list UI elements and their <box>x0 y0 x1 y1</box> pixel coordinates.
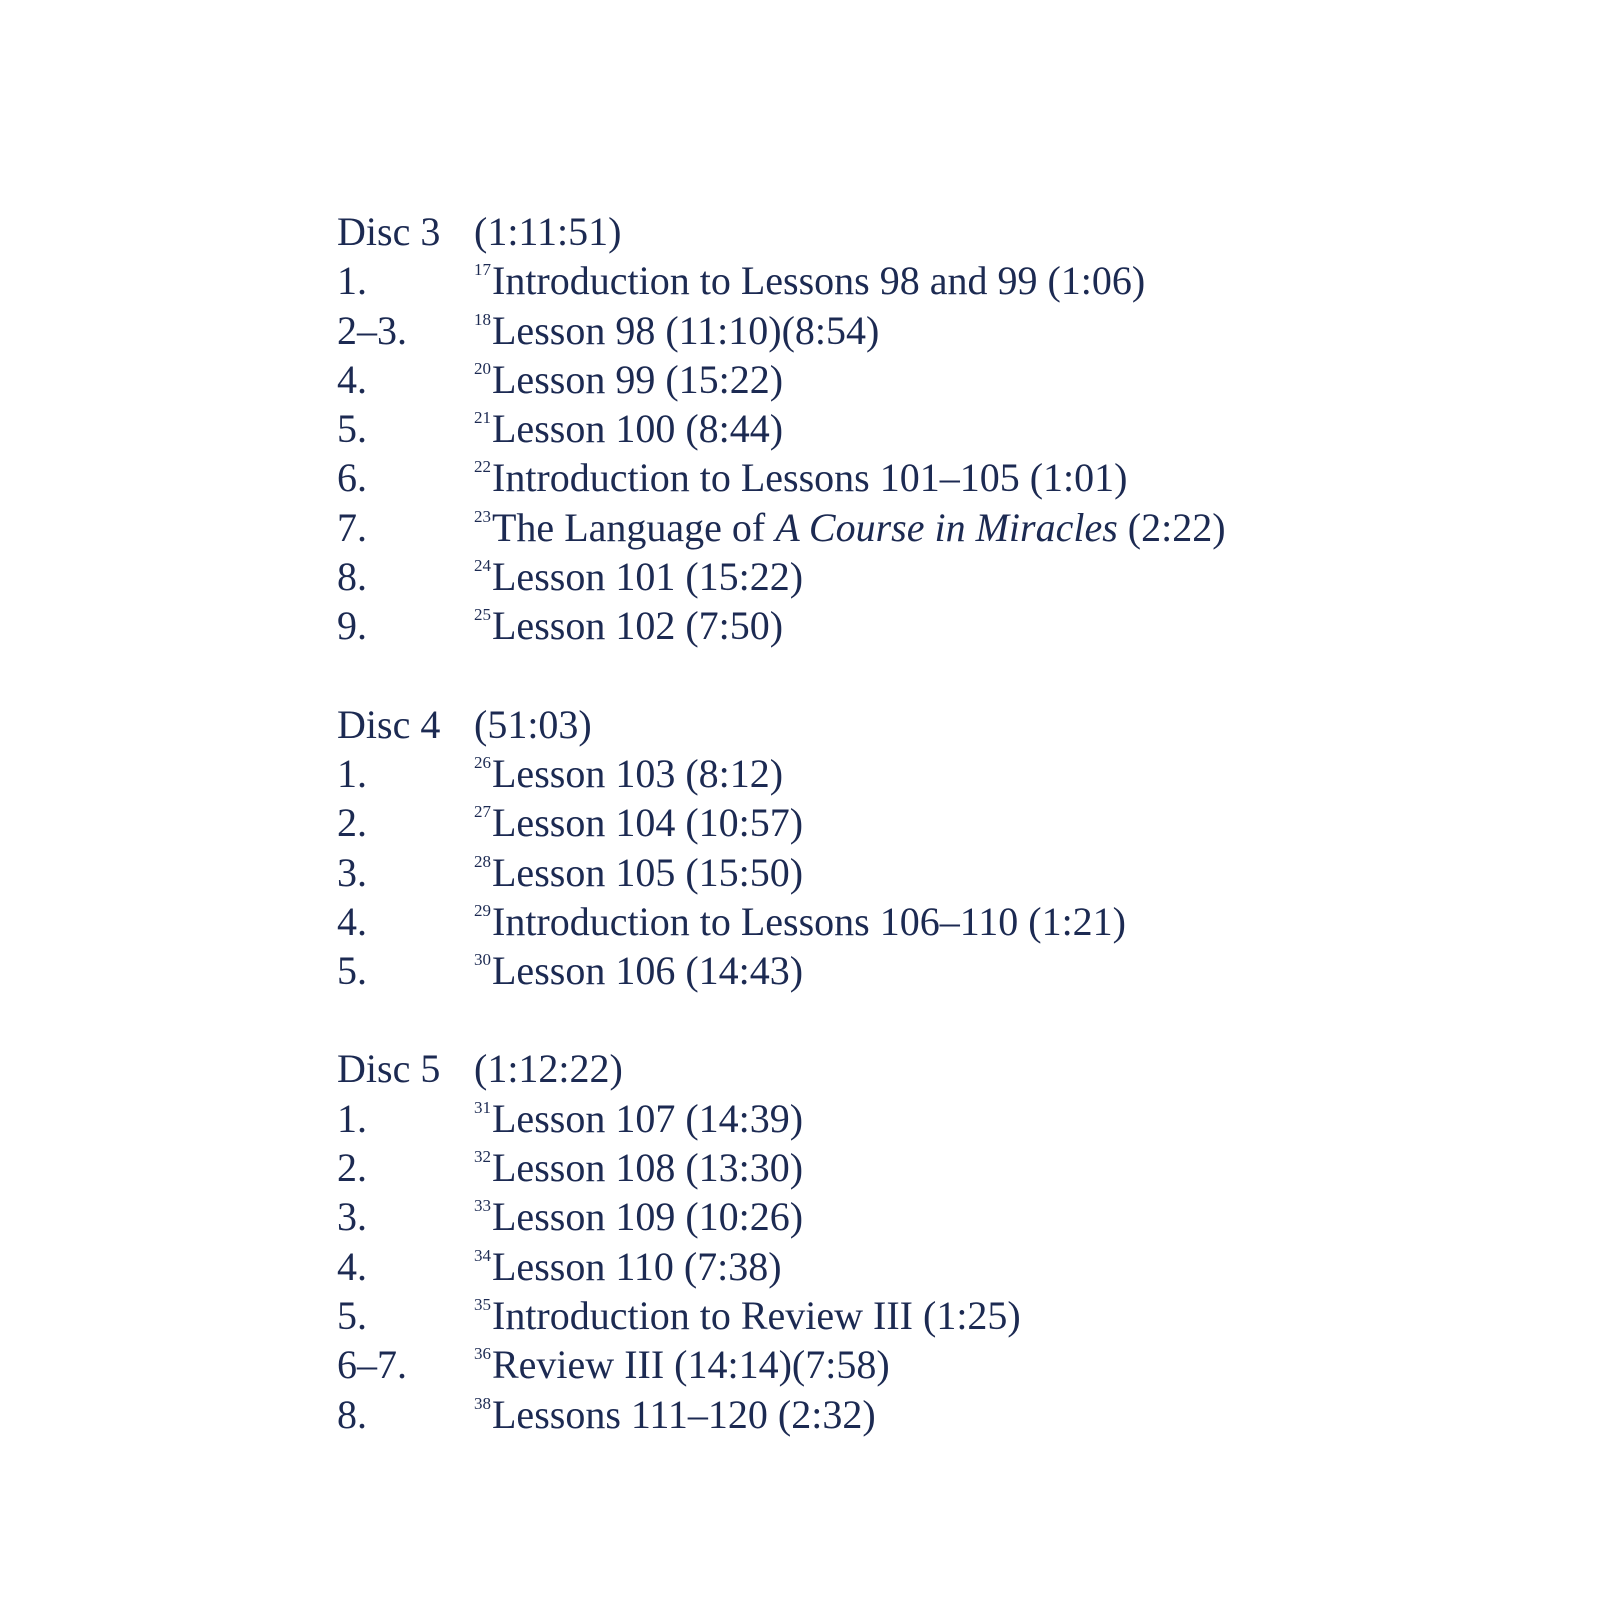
track-title: Lesson 99 (15:22) <box>492 356 784 402</box>
footnote-ref: 34 <box>474 1245 491 1265</box>
footnote-ref: 22 <box>474 457 491 477</box>
track-row <box>337 897 1537 946</box>
footnote-ref: 20 <box>474 358 491 378</box>
disc-4-section <box>337 700 1537 996</box>
footnote-ref: 28 <box>474 851 491 871</box>
track-row <box>337 1143 1537 1192</box>
track-title: Introduction to Lessons 106–110 (1:21) <box>492 898 1127 944</box>
track-row <box>337 1192 1537 1241</box>
track-title: Lesson 103 (8:12) <box>492 750 784 796</box>
track-number: 5. <box>337 948 367 994</box>
track-title: Review III (14:14)(7:58) <box>492 1342 890 1388</box>
footnote-ref: 29 <box>474 900 491 920</box>
disc-label: Disc 5 <box>337 1046 441 1092</box>
track-number: 1. <box>337 1095 367 1141</box>
track-duration: (2:22) <box>1117 504 1226 550</box>
track-title: Lesson 105 (15:50) <box>492 849 804 895</box>
track-row <box>337 601 1537 650</box>
disc-duration: (51:03) <box>474 701 592 747</box>
track-title: Lesson 108 (13:30) <box>492 1145 804 1191</box>
track-row <box>337 749 1537 798</box>
track-title: Lesson 107 (14:39) <box>492 1095 804 1141</box>
track-row <box>337 1390 1537 1439</box>
track-title: Lesson 102 (7:50) <box>492 603 784 649</box>
footnote-ref: 33 <box>474 1196 491 1216</box>
track-row <box>337 404 1537 453</box>
track-title: Lesson 110 (7:38) <box>492 1243 782 1289</box>
track-number: 6–7. <box>337 1342 407 1388</box>
disc-label: Disc 4 <box>337 701 441 747</box>
track-row <box>337 453 1537 502</box>
disc-3-section <box>337 207 1537 651</box>
disc-duration: (1:12:22) <box>474 1046 623 1092</box>
track-number: 8. <box>337 1391 367 1437</box>
track-number: 4. <box>337 1243 367 1289</box>
track-title: Lessons 111–120 (2:32) <box>492 1391 876 1437</box>
track-number: 2. <box>337 800 367 846</box>
footnote-ref: 30 <box>474 950 491 970</box>
footnote-ref: 38 <box>474 1393 491 1413</box>
footnote-ref: 21 <box>474 408 491 428</box>
footnote-ref: 35 <box>474 1294 491 1314</box>
track-number: 7. <box>337 504 367 550</box>
track-number: 1. <box>337 750 367 796</box>
footnote-ref: 18 <box>474 309 491 329</box>
track-title: Introduction to Review III (1:25) <box>492 1292 1021 1338</box>
track-title: Lesson 101 (15:22) <box>492 554 804 600</box>
track-listing <box>337 207 1537 1488</box>
disc-5-section <box>337 1044 1537 1438</box>
track-title: Introduction to Lessons 98 and 99 (1:06) <box>492 258 1146 304</box>
track-number: 6. <box>337 455 367 501</box>
track-number: 3. <box>337 1194 367 1240</box>
disc-header <box>337 1044 1537 1093</box>
disc-header <box>337 207 1537 256</box>
track-number: 9. <box>337 603 367 649</box>
track-number: 2–3. <box>337 307 407 353</box>
footnote-ref: 25 <box>474 605 491 625</box>
track-row <box>337 256 1537 305</box>
book-title-italic: A Course in Miracles <box>775 504 1118 550</box>
footnote-ref: 26 <box>474 752 491 772</box>
track-number: 4. <box>337 356 367 402</box>
disc-label: Disc 3 <box>337 209 441 254</box>
disc-header <box>337 700 1537 749</box>
track-title: Lesson 109 (10:26) <box>492 1194 804 1240</box>
footnote-ref: 31 <box>474 1097 491 1117</box>
track-number: 4. <box>337 898 367 944</box>
track-title: Lesson 100 (8:44) <box>492 406 784 452</box>
track-number: 5. <box>337 1292 367 1338</box>
track-title: Lesson 106 (14:43) <box>492 948 804 994</box>
footnote-ref: 23 <box>474 506 491 526</box>
track-number: 1. <box>337 258 367 304</box>
track-row <box>337 503 1537 552</box>
footnote-ref: 27 <box>474 802 491 822</box>
track-number: 2. <box>337 1145 367 1191</box>
track-title: The Language of <box>492 504 776 550</box>
disc-duration: (1:11:51) <box>474 209 622 254</box>
track-row <box>337 355 1537 404</box>
track-row <box>337 1291 1537 1340</box>
track-number: 5. <box>337 406 367 452</box>
track-row <box>337 1242 1537 1291</box>
footnote-ref: 36 <box>474 1344 491 1364</box>
track-row <box>337 798 1537 847</box>
track-number: 3. <box>337 849 367 895</box>
track-number: 8. <box>337 554 367 600</box>
track-row <box>337 1094 1537 1143</box>
track-title: Introduction to Lessons 101–105 (1:01) <box>492 455 1128 501</box>
track-title: Lesson 104 (10:57) <box>492 800 804 846</box>
track-row <box>337 848 1537 897</box>
track-title: Lesson 98 (11:10)(8:54) <box>492 307 880 353</box>
footnote-ref: 32 <box>474 1147 491 1167</box>
footnote-ref: 17 <box>474 260 491 280</box>
footnote-ref: 24 <box>474 556 491 576</box>
